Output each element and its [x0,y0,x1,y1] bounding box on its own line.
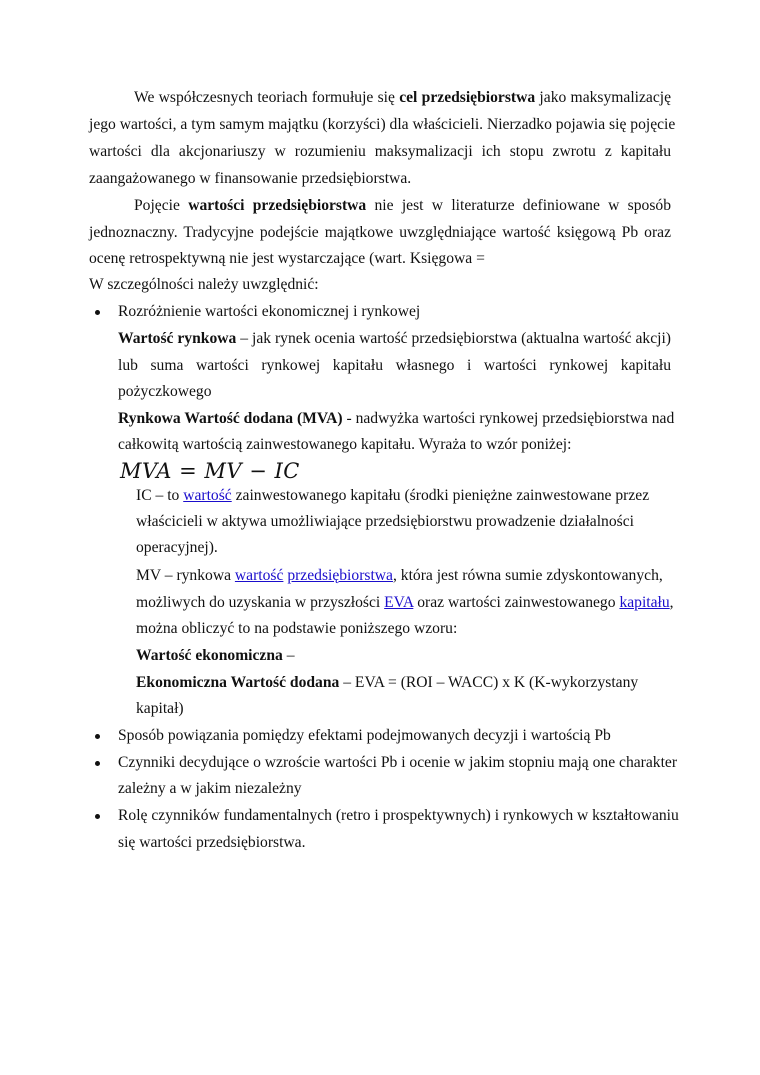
hyperlink[interactable]: EVA [384,594,414,611]
text-run: wartości dla akcjonariuszy w rozumieniu maksymalizacji ich stopu zwrotu z kapitału [89,143,671,160]
text-run: , [669,594,674,611]
text-line-ic-l1 [136,486,649,506]
text-line-eva-l2 [136,699,184,719]
bold-term: Wartość rynkowa [118,330,237,347]
text-run: lub suma wartości rynkowej kapitału własnego i wartości rynkowej kapitału [118,357,671,374]
mva-formula: MVA = MV − IC [120,459,300,483]
text-line-ic-l3 [136,538,218,558]
text-run: Sposób powiązania pomiędzy efektami podejmowanych decyzji i wartością Pb [118,727,611,744]
text-run: – [282,647,295,664]
text-run: Czynniki decydujące o wzroście wartości Pb i ocenie w jakim stopniu mają one charakter [118,754,678,771]
text-line-p2-l2 [89,223,671,243]
bullet-icon [95,761,100,766]
text-run: MV – rynkowa [136,567,235,584]
text-run: można obliczyć to na podstawie poniższego wzoru: [136,620,458,637]
text-run: pożyczkowego [118,383,212,400]
text-run: W szczególności należy uwzględnić: [89,276,319,293]
text-run: całkowitą wartością zainwestowanego kapitału. Wyraża to wzór poniżej: [118,436,572,453]
bullet-icon [95,814,100,819]
text-line-mv-l1 [136,566,663,586]
text-line-p1-l4 [89,169,411,189]
text-line-b4-l2 [118,833,306,853]
text-line-mv-l3 [136,619,457,639]
text-run: nie jest w literaturze definiowane w sposób [366,197,672,214]
text-run: jako maksymalizację [535,89,672,106]
text-run: zależny a w jakim niezależny [118,780,302,797]
hyperlink[interactable]: wartość [234,567,284,584]
text-run: , która jest równa sumie zdyskontowanych, [392,567,663,584]
text-line-b2-l1 [118,726,611,746]
text-run: We współczesnych teoriach formułuje się [134,89,400,106]
text-line-mva-l2 [118,435,571,455]
hyperlink[interactable]: przedsiębiorstwa [287,567,393,584]
text-line-p1-l1 [134,88,671,108]
text-line-eva-l1 [136,673,638,693]
text-run: – jak rynek ocenia wartość przedsiębiorstwa (aktualna wartość akcji) [236,330,671,347]
text-run: zaangażowanego w finansowanie przedsiębiorstwa. [89,170,412,187]
text-run: - nadwyżka wartości rynkowej przedsiębiorstwa nad [342,410,675,427]
text-run: operacyjnej). [136,539,218,556]
text-run: – EVA = (ROI – WACC) x K (K-wykorzystany [339,674,639,691]
hyperlink[interactable]: wartość [183,487,232,504]
text-line-wr-l2 [118,356,671,376]
text-line-p2-l3 [89,249,485,269]
text-run: Pojęcie [134,197,189,214]
text-run: zainwestowanego kapitału (środki pieniężne zainwestowane przez [231,487,650,504]
text-run: jego wartości, a tym samym majątku (korzyści) dla właścicieli. Nierzadko pojawia się pojęcie [89,116,676,133]
text-line-p3-l1 [89,275,319,295]
text-line-b3-l2 [118,779,302,799]
text-line-mv-l2 [136,593,674,613]
text-line-ic-l2 [136,512,634,532]
bold-term: wartości przedsiębiorstwa [188,197,367,214]
text-run: właścicieli w aktywa umożliwiające przedsiębiorstwu prowadzenie działalności [136,513,634,530]
text-run: Rolę czynników fundamentalnych (retro i prospektywnych) i rynkowych w kształtowaniu [118,807,679,824]
text-line-p1-l2 [89,115,675,135]
text-run: jednoznaczny. Tradycyjne podejście majątkowe uwzględniające wartość księgową Pb oraz [89,224,671,241]
text-line-b1-l1 [118,302,420,322]
text-run: oraz wartości zainwestowanego [413,594,620,611]
bold-term: cel przedsiębiorstwa [399,89,536,106]
text-run: ocenę retrospektywną nie jest wystarczające (wart. Księgowa = [89,250,485,267]
text-line-wr-l3 [118,382,212,402]
text-run: IC – to [136,487,184,504]
text-run: się wartości przedsiębiorstwa. [118,834,306,851]
text-run: Rozróżnienie wartości ekonomicznej i rynkowej [118,303,421,320]
text-run: kapitał) [136,700,184,717]
text-line-wr-l1 [118,329,671,349]
text-line-we-l1 [136,646,295,666]
hyperlink[interactable]: kapitału [619,594,670,611]
bullet-icon [95,734,100,739]
bullet-icon [95,310,100,315]
text-line-b4-l1 [118,806,679,826]
bold-term: Ekonomiczna Wartość dodana [136,674,340,691]
bold-term: Wartość ekonomiczna [136,647,283,664]
bold-term: Rynkowa Wartość dodana (MVA) [118,410,343,427]
text-line-mva-l1 [118,409,674,429]
text-run: możliwych do uzyskania w przyszłości [136,594,385,611]
text-line-p2-l1 [134,196,671,216]
text-line-p1-l3 [89,142,671,162]
text-line-b3-l1 [118,753,677,773]
